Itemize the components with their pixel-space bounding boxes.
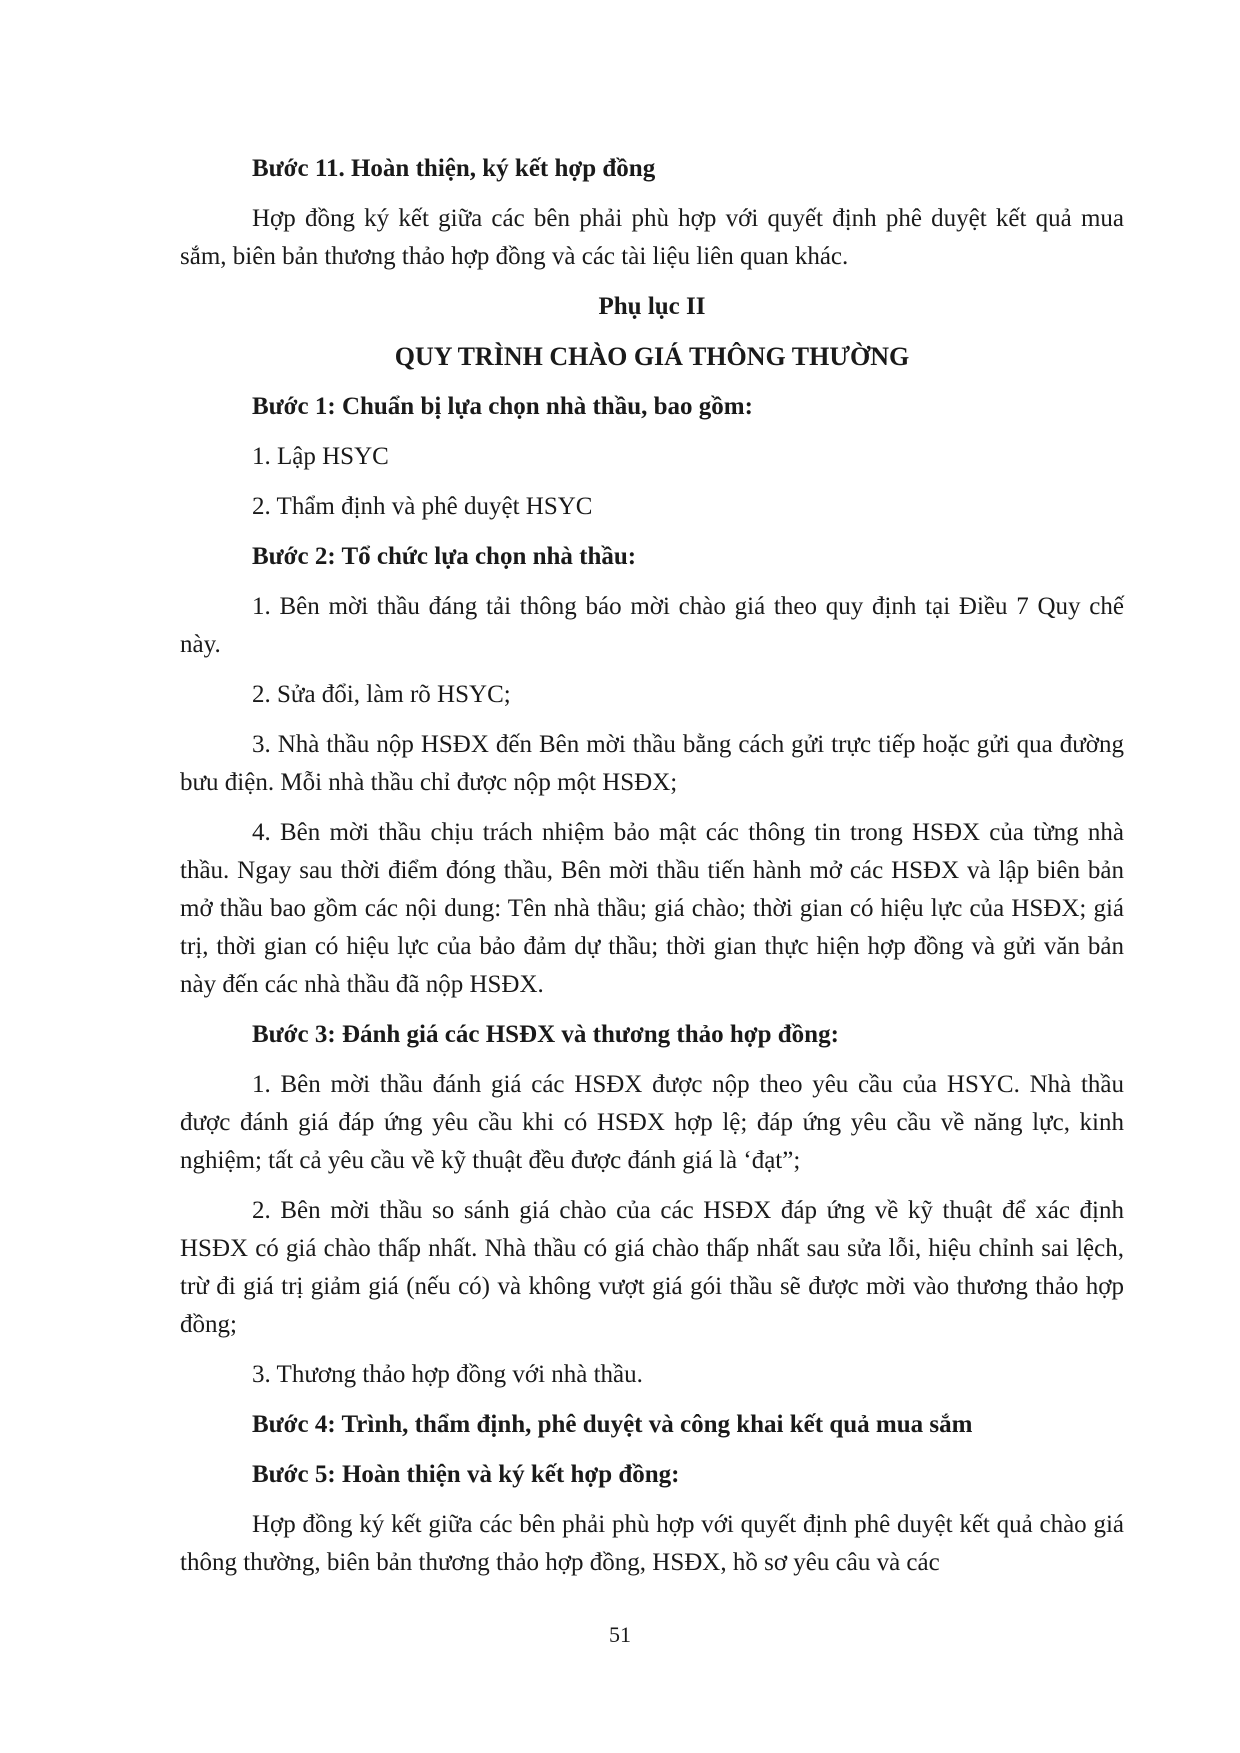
step2-item: 1. Bên mời thầu đáng tải thông báo mời chào giá theo quy định tại Điều 7 Quy chế này. <box>180 593 1124 658</box>
step3-item: 2. Bên mời thầu so sánh giá chào của các HSĐX đáp ứng về kỹ thuật để xác định HSĐX có giá chào thấp nhất. Nhà thầu có giá chào thấp nhất sau sửa lỗi, hiệu chỉnh sai lệch, trừ đi giá trị giảm giá (nếu có) và không vượt giá gói thầu sẽ được mời vào thương thảo hợp đồng; <box>180 1197 1124 1338</box>
page-number: 51 <box>609 1622 631 1647</box>
document-page <box>180 150 1124 1594</box>
step1-item: 2. Thẩm định và phê duyệt HSYC <box>252 493 593 520</box>
step11-heading: Bước 11. Hoàn thiện, ký kết hợp đồng <box>252 155 656 182</box>
step2-heading: Bước 2: Tổ chức lựa chọn nhà thầu: <box>252 543 637 570</box>
step5-text: Hợp đồng ký kết giữa các bên phải phù hợp với quyết định phê duyệt kết quả chào giá thông thường, biên bản thương thảo hợp đồng, HSĐX, hồ sơ yêu câu và các <box>180 1511 1124 1576</box>
step3-heading: Bước 3: Đánh giá các HSĐX và thương thảo hợp đồng: <box>252 1021 839 1048</box>
appendix-subtitle: QUY TRÌNH CHÀO GIÁ THÔNG THƯỜNG <box>394 342 910 371</box>
step5-heading: Bước 5: Hoàn thiện và ký kết hợp đồng: <box>252 1461 680 1488</box>
step2-item: 3. Nhà thầu nộp HSĐX đến Bên mời thầu bằng cách gửi trực tiếp hoặc gửi qua đường bưu điện. Mỗi nhà thầu chỉ được nộp một HSĐX; <box>180 731 1124 796</box>
step2-item: 2. Sửa đổi, làm rõ HSYC; <box>252 681 511 708</box>
step3-item: 3. Thương thảo hợp đồng với nhà thầu. <box>252 1361 643 1388</box>
appendix-title: Phụ lục II <box>598 293 706 320</box>
step2-item: 4. Bên mời thầu chịu trách nhiệm bảo mật các thông tin trong HSĐX của từng nhà thầu. Ngay sau thời điểm đóng thầu, Bên mời thầu tiến hành mở các HSĐX và lập biên bản mở thầu bao gồm các nội dung: Tên nhà thầu; giá chào; thời gian có hiệu lực của HSĐX; giá trị, thời gian có hiệu lực của bảo đảm dự thầu; thời gian thực hiện hợp đồng và gửi văn bản này đến các nhà thầu đã nộp HSĐX. <box>180 819 1124 998</box>
step4-heading: Bước 4: Trình, thẩm định, phê duyệt và công khai kết quả mua sắm <box>252 1411 973 1438</box>
step1-item: 1. Lập HSYC <box>252 443 389 470</box>
step1-heading: Bước 1: Chuẩn bị lựa chọn nhà thầu, bao gồm: <box>252 393 753 420</box>
step11-text: Hợp đồng ký kết giữa các bên phải phù hợp với quyết định phê duyệt kết quả mua sắm, biên bản thương thảo hợp đồng và các tài liệu liên quan khác. <box>180 205 1124 270</box>
step3-item: 1. Bên mời thầu đánh giá các HSĐX được nộp theo yêu cầu của HSYC. Nhà thầu được đánh giá đáp ứng yêu cầu khi có HSĐX hợp lệ; đáp ứng yêu cầu về năng lực, kinh nghiệm; tất cả yêu cầu về kỹ thuật đều được đánh giá là ‘đạt”; <box>180 1071 1124 1174</box>
